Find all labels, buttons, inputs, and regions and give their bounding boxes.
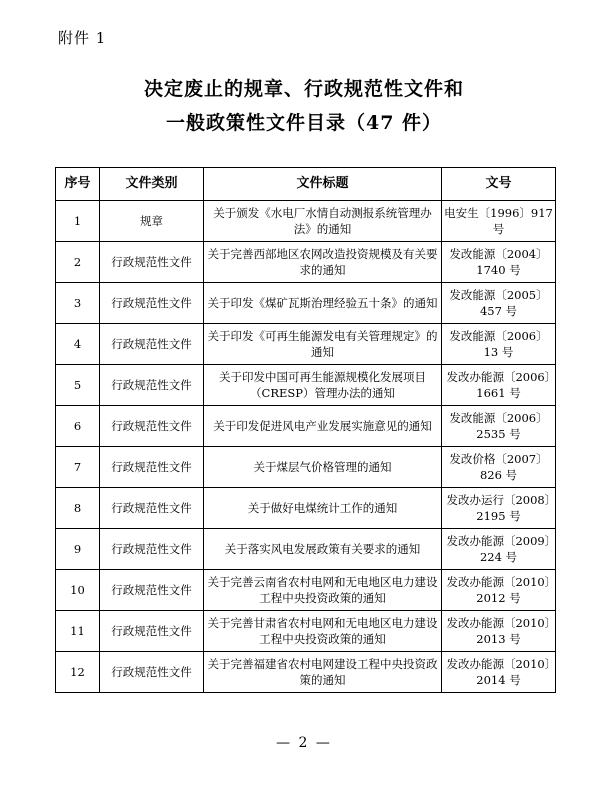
table-row: [56, 447, 556, 488]
cell-num: 5: [56, 365, 100, 406]
cell-num: 12: [56, 652, 100, 693]
cell-doc-no: 发改价格〔2007〕826 号: [442, 447, 556, 488]
cell-category: 行政规范性文件: [100, 324, 204, 365]
cell-doc-no: 发改能源〔2004〕1740 号: [442, 242, 556, 283]
column-header-category: 文件类别: [100, 168, 204, 201]
cell-doc-no: 发改办能源〔2006〕1661 号: [442, 365, 556, 406]
column-header-doc-no: 文号: [442, 168, 556, 201]
cell-num: 2: [56, 242, 100, 283]
cell-category: 规章: [100, 201, 204, 242]
cell-doc-no: 电安生〔1996〕917 号: [442, 201, 556, 242]
cell-category: 行政规范性文件: [100, 611, 204, 652]
cell-category: 行政规范性文件: [100, 570, 204, 611]
cell-title: 关于做好电煤统计工作的通知: [204, 488, 442, 529]
cell-num: 6: [56, 406, 100, 447]
cell-title: 关于煤层气价格管理的通知: [204, 447, 442, 488]
cell-category: 行政规范性文件: [100, 406, 204, 447]
cell-doc-no: 发改能源〔2006〕2535 号: [442, 406, 556, 447]
table-row: [56, 488, 556, 529]
cell-num: 10: [56, 570, 100, 611]
table-row: [56, 570, 556, 611]
table-row: [56, 324, 556, 365]
cell-num: 11: [56, 611, 100, 652]
repealed-documents-table: [55, 167, 556, 693]
table-row: [56, 611, 556, 652]
page-title: [0, 72, 608, 140]
cell-category: 行政规范性文件: [100, 652, 204, 693]
table-row: [56, 242, 556, 283]
cell-title: 关于完善西部地区农网改造投资规模及有关要求的通知: [204, 242, 442, 283]
cell-title: 关于完善甘肃省农村电网和无电地区电力建设工程中央投资政策的通知: [204, 611, 442, 652]
cell-doc-no: 发改能源〔2006〕13 号: [442, 324, 556, 365]
table-row: [56, 652, 556, 693]
cell-doc-no: 发改办能源〔2009〕224 号: [442, 529, 556, 570]
cell-title: 关于落实风电发展政策有关要求的通知: [204, 529, 442, 570]
table-header-row: [56, 168, 556, 201]
cell-category: 行政规范性文件: [100, 529, 204, 570]
table-row: [56, 365, 556, 406]
attachment-label: 附件 1: [58, 29, 107, 47]
table-row: [56, 283, 556, 324]
cell-num: 3: [56, 283, 100, 324]
cell-title: 关于完善云南省农村电网和无电地区电力建设工程中央投资政策的通知: [204, 570, 442, 611]
cell-category: 行政规范性文件: [100, 242, 204, 283]
cell-doc-no: 发改办能源〔2010〕2012 号: [442, 570, 556, 611]
table-row: [56, 406, 556, 447]
cell-category: 行政规范性文件: [100, 488, 204, 529]
cell-doc-no: 发改办能源〔2010〕2013 号: [442, 611, 556, 652]
cell-num: 9: [56, 529, 100, 570]
cell-num: 8: [56, 488, 100, 529]
cell-num: 7: [56, 447, 100, 488]
page-title-line-1: 决定废止的规章、行政规范性文件和: [143, 78, 464, 100]
cell-doc-no: 发改能源〔2005〕457 号: [442, 283, 556, 324]
page-title-line-2: 一般政策性文件目录（47 件）: [165, 112, 443, 134]
cell-title: 关于印发促进风电产业发展实施意见的通知: [204, 406, 442, 447]
cell-title: 关于颁发《水电厂水情自动测报系统管理办法》的通知: [204, 201, 442, 242]
cell-category: 行政规范性文件: [100, 365, 204, 406]
cell-doc-no: 发改办能源〔2010〕2014 号: [442, 652, 556, 693]
cell-num: 1: [56, 201, 100, 242]
cell-category: 行政规范性文件: [100, 283, 204, 324]
cell-title: 关于印发《煤矿瓦斯治理经验五十条》的通知: [204, 283, 442, 324]
cell-title: 关于印发中国可再生能源规模化发展项目（CRESP）管理办法的通知: [204, 365, 442, 406]
table-row: [56, 529, 556, 570]
column-header-num: 序号: [56, 168, 100, 201]
cell-num: 4: [56, 324, 100, 365]
cell-title: 关于印发《可再生能源发电有关管理规定》的通知: [204, 324, 442, 365]
cell-doc-no: 发改办运行〔2008〕2195 号: [442, 488, 556, 529]
cell-category: 行政规范性文件: [100, 447, 204, 488]
column-header-title: 文件标题: [204, 168, 442, 201]
page-number: — 2 —: [276, 735, 332, 751]
table-row: [56, 201, 556, 242]
cell-title: 关于完善福建省农村电网建设工程中央投资政策的通知: [204, 652, 442, 693]
